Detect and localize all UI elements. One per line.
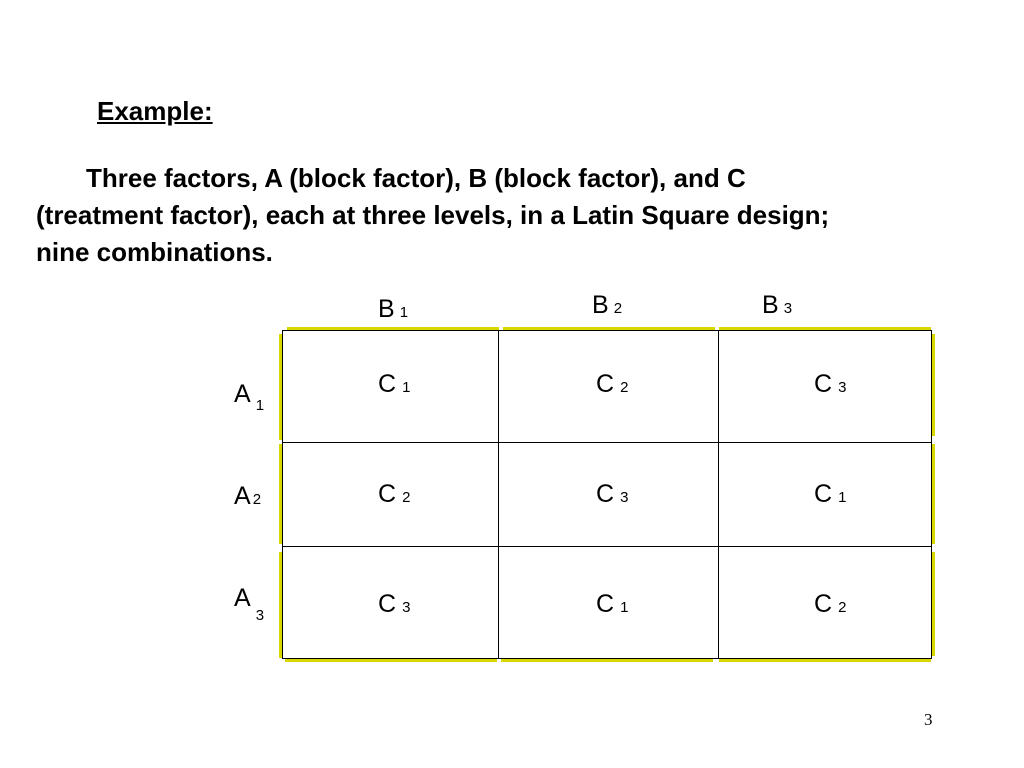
grid-shadow <box>932 444 935 544</box>
cell-subscript: 3 <box>838 379 847 396</box>
cell-subscript: 1 <box>620 599 629 616</box>
row-label-subscript: 2 <box>252 491 262 508</box>
grid-cell-a2-b1 <box>378 482 410 507</box>
cell-subscript: 2 <box>402 489 411 506</box>
row-label-a2 <box>234 484 261 509</box>
cell-letter: C <box>814 590 833 618</box>
row-label-letter: A <box>234 482 251 510</box>
row-label-letter: A <box>234 584 251 612</box>
row-label-subscript: 3 <box>255 607 265 624</box>
column-label-b3 <box>762 293 792 318</box>
grid-shadow <box>932 334 935 436</box>
cell-letter: C <box>378 480 397 508</box>
row-label-letter: A <box>234 380 251 408</box>
cell-subscript: 3 <box>620 489 629 506</box>
cell-subscript: 2 <box>620 379 629 396</box>
grid-cell-a1-b2 <box>596 372 628 397</box>
grid-line-left <box>282 330 283 658</box>
cell-subscript: 2 <box>838 599 847 616</box>
cell-letter: C <box>596 370 615 398</box>
cell-letter: C <box>378 370 397 398</box>
description-line-3: nine combinations. <box>36 237 273 267</box>
row-label-subscript: 1 <box>255 397 265 414</box>
column-label-letter: B <box>592 291 609 319</box>
grid-cell-a3-b1 <box>378 592 410 617</box>
grid-shadow <box>719 659 931 662</box>
grid-shadow <box>501 659 713 662</box>
column-label-b1 <box>378 297 408 322</box>
latin-square-grid <box>282 330 935 660</box>
grid-shadow <box>285 659 497 662</box>
cell-letter: C <box>596 480 615 508</box>
problem-description <box>36 160 1016 271</box>
cell-letter: C <box>596 590 615 618</box>
grid-line-column-divider <box>718 330 719 658</box>
slide-heading: Example: <box>97 96 213 126</box>
grid-cell-a1-b1 <box>378 372 410 397</box>
grid-cell-a2-b2 <box>596 482 628 507</box>
column-label-letter: B <box>378 295 395 323</box>
grid-line-top <box>282 330 932 331</box>
cell-letter: C <box>814 480 833 508</box>
grid-line-right <box>931 330 932 658</box>
column-label-letter: B <box>762 291 779 319</box>
row-label-a1 <box>234 380 265 414</box>
description-line-2: (treatment factor), each at three levels, in a Latin Square design; <box>36 200 830 230</box>
cell-subscript: 1 <box>402 379 411 396</box>
description-line-1: Three factors, A (block factor), B (block factor), and C <box>86 163 746 193</box>
cell-letter: C <box>814 370 833 398</box>
grid-line-bottom <box>282 658 932 659</box>
cell-letter: C <box>378 590 397 618</box>
grid-cell-a3-b3 <box>814 592 846 617</box>
column-label-subscript: 3 <box>783 300 793 317</box>
grid-line-row-divider <box>282 442 932 443</box>
column-label-b2 <box>592 293 622 318</box>
cell-subscript: 3 <box>402 599 411 616</box>
cell-subscript: 1 <box>838 489 847 506</box>
row-label-a3 <box>234 584 265 624</box>
grid-line-column-divider <box>498 330 499 658</box>
grid-cell-a3-b2 <box>596 592 628 617</box>
grid-cell-a1-b3 <box>814 372 846 397</box>
column-label-subscript: 2 <box>613 300 623 317</box>
grid-cell-a2-b3 <box>814 482 846 507</box>
page-number: 3 <box>924 710 933 729</box>
grid-shadow <box>932 552 935 656</box>
column-label-subscript: 1 <box>399 304 409 321</box>
grid-line-row-divider <box>282 546 932 547</box>
